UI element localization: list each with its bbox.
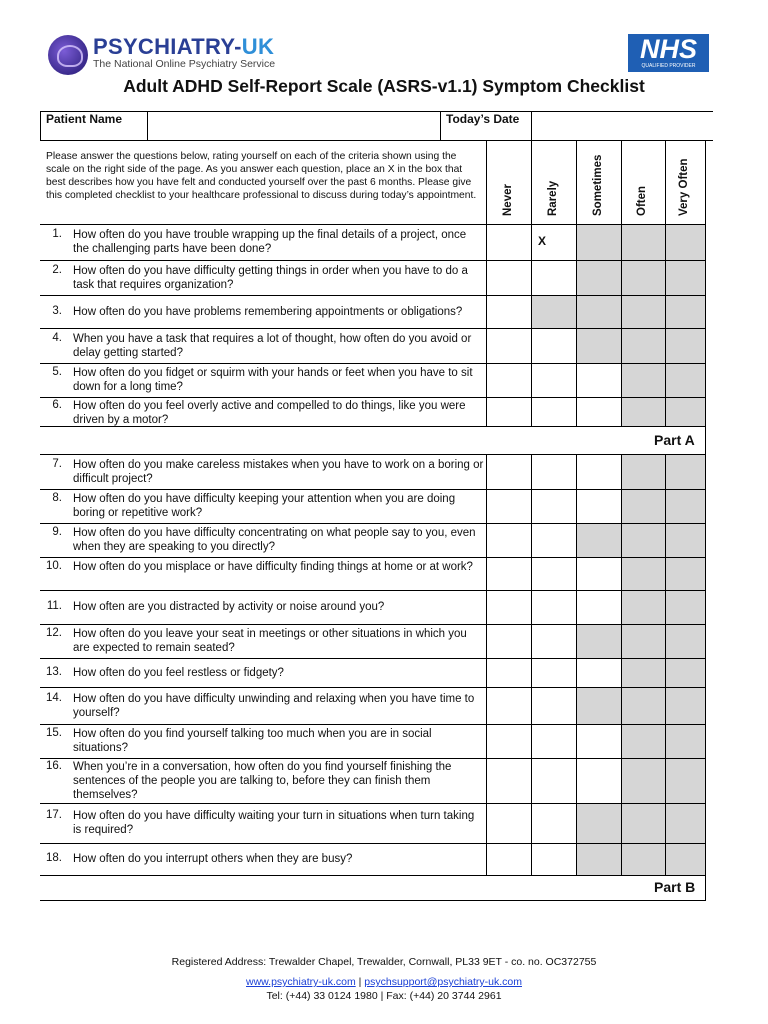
table-rule (40, 900, 705, 901)
question-number: 17. (46, 809, 62, 821)
answer-checkbox-rarely[interactable] (531, 758, 576, 803)
answer-checkbox-never[interactable] (486, 260, 531, 295)
answer-checkbox-never[interactable] (486, 758, 531, 803)
answer-checkbox-very-often[interactable] (665, 843, 705, 875)
email-link[interactable]: psychsupport@psychiatry-uk.com (364, 976, 522, 988)
question-number: 6. (52, 399, 62, 411)
answer-checkbox-rarely[interactable] (531, 455, 576, 489)
question-text: How often do you feel overly active and compelled to do things, like you were driven by a motor? (73, 400, 466, 426)
question-number: 7. (52, 458, 62, 470)
answer-checkbox-sometimes[interactable] (576, 724, 621, 758)
answer-checkbox-never[interactable] (486, 489, 531, 523)
question-text: How often do you feel restless or fidgety? (73, 666, 284, 679)
answer-checkbox-sometimes[interactable] (576, 843, 621, 875)
todays-date-field[interactable] (532, 112, 712, 140)
answer-checkbox-rarely[interactable] (531, 687, 576, 724)
answer-checkbox-never[interactable] (486, 224, 531, 260)
question-number: 1. (52, 228, 62, 240)
question-number: 13. (46, 665, 62, 678)
question-text: How often do you interrupt others when they are busy? (73, 853, 353, 865)
answer-checkbox-often[interactable] (621, 397, 665, 426)
footer-address: Registered Address: Trewalder Chapel, Trewalder, Cornwall, PL33 9ET - co. no. OC372755 (171, 956, 597, 968)
answer-checkbox-sometimes[interactable] (576, 590, 621, 624)
answer-checkbox-never[interactable] (486, 590, 531, 624)
question-text: How often do you have difficulty getting things in order when you have to do a task that requires organization? (73, 264, 468, 291)
answer-checkbox-never[interactable] (486, 724, 531, 758)
answer-checkbox-very-often[interactable] (665, 523, 705, 557)
answer-checkbox-never[interactable] (486, 295, 531, 328)
question-text: How often do you misplace or have difficulty finding things at home or at work? (73, 560, 473, 573)
question-number: 3. (52, 304, 62, 317)
answer-checkbox-rarely[interactable] (531, 557, 576, 590)
patient-name-label: Patient Name (46, 112, 123, 126)
scale-heading-very-often: Very Often (678, 158, 690, 216)
answer-checkbox-rarely[interactable] (531, 489, 576, 523)
answer-checkbox-rarely[interactable] (531, 523, 576, 557)
answer-checkbox-sometimes[interactable] (576, 758, 621, 803)
answer-checkbox-rarely[interactable] (531, 397, 576, 426)
question-text: When you have a task that requires a lot of thought, how often do you avoid or delay getting started? (73, 332, 472, 359)
answer-checkbox-often[interactable] (621, 489, 665, 523)
answer-checkbox-very-often[interactable] (665, 557, 705, 590)
question-text: How often do you fidget or squirm with your hands or feet when you have to sit down for a long time? (73, 367, 473, 393)
answer-checkbox-never[interactable] (486, 843, 531, 875)
answer-checkbox-very-often[interactable] (665, 758, 705, 803)
answer-checkbox-rarely[interactable] (531, 624, 576, 658)
nhs-logo (628, 34, 709, 72)
table-rule (40, 875, 705, 876)
answer-checkbox-very-often[interactable] (665, 624, 705, 658)
answer-checkbox-never[interactable] (486, 624, 531, 658)
answer-checkbox-never[interactable] (486, 455, 531, 489)
answer-checkbox-sometimes[interactable] (576, 397, 621, 426)
answer-checkbox-very-often[interactable] (665, 658, 705, 687)
answer-checkbox-never[interactable] (486, 687, 531, 724)
nhs-logo-text: NHS (639, 34, 697, 64)
table-rule (40, 140, 713, 141)
question-text: How often do you have trouble wrapping up the final details of a project, once the challenging parts have been done? (73, 229, 467, 255)
answer-checkbox-sometimes[interactable] (576, 523, 621, 557)
answer-checkbox-often[interactable] (621, 328, 665, 363)
question-text: How often do you have difficulty concentrating on what people say to you, even when they are speaking to you directly? (73, 527, 476, 553)
question-number: 5. (52, 366, 62, 378)
answer-checkbox-rarely[interactable] (531, 328, 576, 363)
patient-name-field[interactable] (148, 112, 439, 140)
answer-checkbox-rarely[interactable] (531, 295, 576, 328)
answer-checkbox-often[interactable] (621, 687, 665, 724)
scale-heading-never: Never (501, 184, 514, 216)
answer-checkbox-rarely[interactable] (531, 724, 576, 758)
footer-separator: | (355, 976, 365, 988)
answer-checkbox-sometimes[interactable] (576, 295, 621, 328)
question-number: 14. (46, 691, 62, 704)
answer-checkbox-sometimes[interactable] (576, 489, 621, 523)
question-text: How often do you have difficulty keeping your attention when you are doing boring or repetitive work? (73, 493, 456, 519)
question-number: 2. (52, 263, 62, 276)
answer-checkbox-very-often[interactable] (665, 803, 705, 843)
answer-checkbox-sometimes[interactable] (576, 624, 621, 658)
page-title: Adult ADHD Self-Report Scale (ASRS-v1.1) Symptom Checklist (123, 76, 645, 96)
answer-checkbox-often[interactable] (621, 523, 665, 557)
answer-checkbox-rarely[interactable] (531, 363, 576, 397)
part-b-label: Part B (654, 879, 696, 895)
answer-checkbox-rarely[interactable] (531, 803, 576, 843)
answer-checkbox-very-often[interactable] (665, 724, 705, 758)
answer-checkbox-very-often[interactable] (665, 295, 705, 328)
question-number: 4. (52, 331, 62, 344)
table-rule (40, 111, 41, 141)
answer-checkbox-never[interactable] (486, 397, 531, 426)
question-number: 12. (46, 627, 62, 639)
answer-checkbox-very-often[interactable] (665, 224, 705, 260)
answer-checkbox-very-often[interactable] (665, 489, 705, 523)
answer-checkbox-often[interactable] (621, 557, 665, 590)
answer-checkbox-very-often[interactable] (665, 260, 705, 295)
todays-date-label: Today’s Date (446, 112, 520, 126)
nhs-logo-subtext: QUALIFIED PROVIDER (641, 63, 696, 69)
scale-heading-sometimes: Sometimes (591, 154, 604, 216)
question-number: 18. (46, 852, 62, 864)
answer-checkbox-often[interactable] (621, 624, 665, 658)
question-number: 11. (46, 600, 62, 612)
answer-checkbox-often[interactable] (621, 363, 665, 397)
answer-checkbox-sometimes[interactable] (576, 687, 621, 724)
instructions-text: Please answer the questions below, rating yourself on each of the criteria shown using the scale on the right side of the page. As you answer each question, place an X in the box that best describes how you have felt and conducted yourself over the past 6 months. Please give this completed checklist to your healthcare professional to discuss during today’s appointment. (46, 151, 477, 201)
scale-heading-often: Often (636, 185, 648, 216)
answer-checkbox-rarely[interactable] (531, 658, 576, 687)
table-rule (705, 426, 706, 455)
answer-checkbox-very-often[interactable] (665, 363, 705, 397)
answer-checkbox-often[interactable] (621, 724, 665, 758)
brand-name-suffix: UK (241, 34, 275, 59)
answer-mark: X (538, 234, 547, 248)
answer-checkbox-very-often[interactable] (665, 687, 705, 724)
answer-checkbox-often[interactable] (621, 843, 665, 875)
answer-checkbox-never[interactable] (486, 658, 531, 687)
answer-checkbox-often[interactable] (621, 260, 665, 295)
answer-checkbox-never[interactable] (486, 523, 531, 557)
answer-checkbox-sometimes[interactable] (576, 455, 621, 489)
answer-checkbox-sometimes[interactable] (576, 328, 621, 363)
question-number: 15. (46, 727, 62, 739)
question-number: 9. (52, 526, 62, 538)
question-number: 8. (52, 492, 62, 504)
answer-checkbox-often[interactable] (621, 758, 665, 803)
answer-checkbox-often[interactable] (621, 455, 665, 489)
scale-heading-rarely: Rarely (546, 180, 559, 216)
brain-logo-icon (48, 35, 88, 75)
brand-tagline: The National Online Psychiatry Service (93, 58, 276, 70)
answer-checkbox-sometimes[interactable] (576, 803, 621, 843)
answer-checkbox-rarely[interactable] (531, 260, 576, 295)
part-a-label: Part A (654, 432, 695, 448)
answer-checkbox-sometimes[interactable] (576, 224, 621, 260)
answer-checkbox-often[interactable] (621, 803, 665, 843)
answer-checkbox-often[interactable] (621, 295, 665, 328)
table-rule (705, 140, 706, 426)
question-text: How often do you have difficulty waiting your turn in situations when turn taking is required? (73, 810, 475, 836)
answer-checkbox-never[interactable] (486, 803, 531, 843)
answer-checkbox-very-often[interactable] (665, 397, 705, 426)
answer-checkbox-never[interactable] (486, 328, 531, 363)
answer-checkbox-rarely[interactable] (531, 843, 576, 875)
answer-checkbox-sometimes[interactable] (576, 260, 621, 295)
question-text: How often do you find yourself talking too much when you are in social situations? (73, 728, 432, 754)
answer-checkbox-very-often[interactable] (665, 328, 705, 363)
question-number: 16. (46, 760, 62, 772)
answer-checkbox-never[interactable] (486, 557, 531, 590)
table-rule (705, 454, 706, 901)
footer-links (0, 976, 768, 988)
question-text: When you’re in a conversation, how often do you find yourself finishing the sentences of the people you are talking to, before they can finish them themselves? (73, 761, 452, 801)
question-text: How often do you leave your seat in meetings or other situations in which you are expected to remain seated? (73, 628, 467, 654)
answer-checkbox-sometimes[interactable] (576, 363, 621, 397)
answer-checkbox-very-often[interactable] (665, 590, 705, 624)
question-number: 10. (46, 559, 62, 572)
answer-checkbox-never[interactable] (486, 363, 531, 397)
table-rule (440, 111, 441, 141)
answer-checkbox-often[interactable] (621, 224, 665, 260)
answer-checkbox-sometimes[interactable] (576, 658, 621, 687)
answer-checkbox-often[interactable] (621, 590, 665, 624)
brand-name (93, 34, 274, 60)
answer-checkbox-sometimes[interactable] (576, 557, 621, 590)
answer-checkbox-rarely[interactable] (531, 590, 576, 624)
question-text: How often do you have difficulty unwinding and relaxing when you have time to yourself? (73, 692, 475, 719)
question-text: How often do you make careless mistakes when you have to work on a boring or difficult project? (73, 459, 484, 485)
website-link[interactable]: www.psychiatry-uk.com (246, 976, 356, 988)
question-text: How often are you distracted by activity or noise around you? (73, 601, 385, 613)
question-text: How often do you have problems remembering appointments or obligations? (73, 305, 463, 318)
answer-checkbox-very-often[interactable] (665, 455, 705, 489)
answer-checkbox-often[interactable] (621, 658, 665, 687)
footer-phone: Tel: (+44) 33 0124 1980 | Fax: (+44) 20 3744 2961 (266, 990, 502, 1002)
brand-name-main: PSYCHIATRY- (93, 34, 242, 59)
